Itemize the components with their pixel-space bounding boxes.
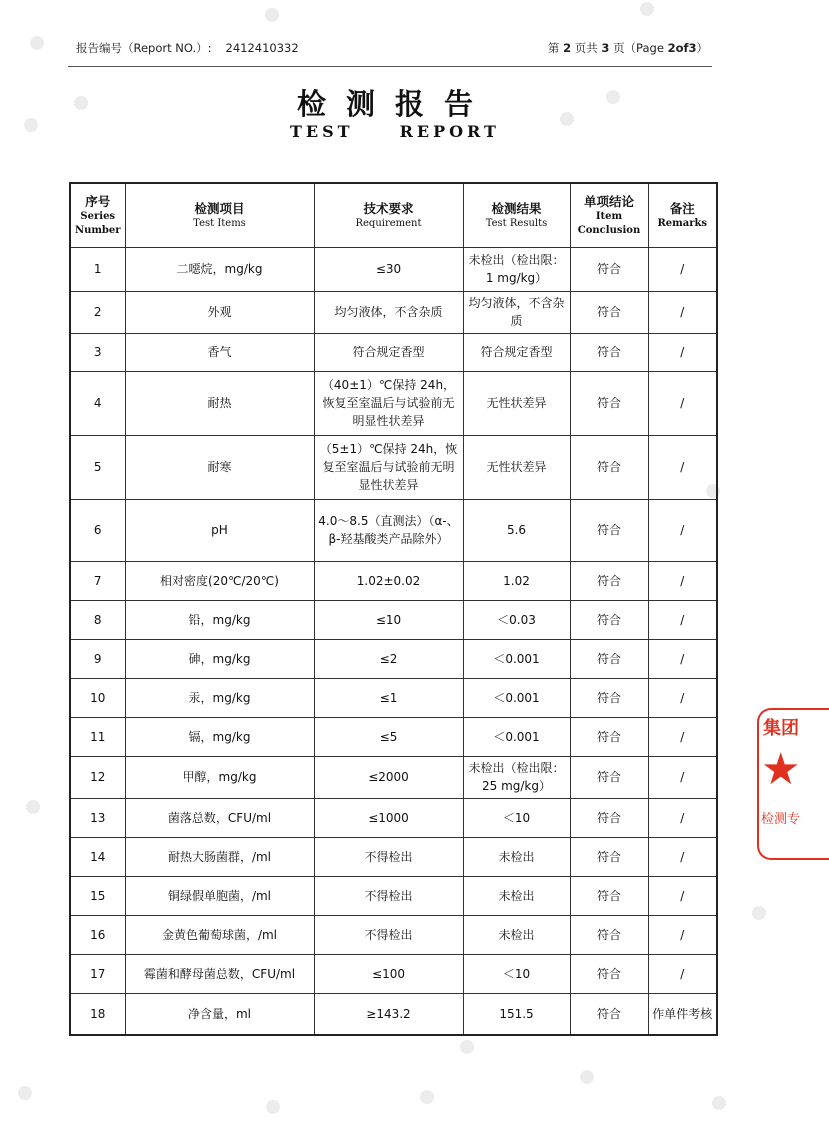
header-number-en1: Series [80,210,116,222]
cell-number: 1 [70,247,125,291]
header-items-cn: 检测项目 [194,200,245,216]
header-number-cn: 序号 [85,193,111,209]
page-suffix: 页（Page [613,41,664,55]
table-row [70,499,717,561]
cell-test-item: 镉，mg/kg [125,717,314,756]
cell-remark: / [648,291,717,333]
header-req-cn: 技术要求 [363,200,414,216]
cell-result: 未检出（检出限：25 mg/kg） [463,756,570,798]
table-row [70,247,717,291]
cell-result: 符合规定香型 [463,333,570,371]
page-en-current: 2 [667,41,676,55]
cell-test-item: 铅，mg/kg [125,600,314,639]
seal-text-bottom: 检测专 [761,812,801,827]
cell-number: 6 [70,499,125,561]
cell-requirement: ≤1000 [314,798,463,837]
cell-test-item: 霉菌和酵母菌总数，CFU/ml [125,954,314,993]
cell-requirement: ≤30 [314,247,463,291]
cell-conclusion: 符合 [570,678,648,717]
page-total: 3 [601,41,610,55]
page-prefix: 第 [547,41,560,55]
header-result-cn: 检测结果 [491,200,542,216]
cell-remark: / [648,717,717,756]
report-title-en [0,122,790,141]
table-body [70,247,717,1035]
cell-conclusion: 符合 [570,798,648,837]
header-req-en: Requirement [355,217,422,229]
cell-number: 3 [70,333,125,371]
cell-test-item: 汞，mg/kg [125,678,314,717]
page-en-of: of [675,41,689,55]
cell-requirement: ≤1 [314,678,463,717]
cell-requirement: （40±1）℃保持 24h，恢复至室温后与试验前无明显性状差异 [314,371,463,435]
cell-result: ＜10 [463,954,570,993]
header-items-en: Test Items [193,217,246,229]
table-row [70,837,717,876]
cell-result: ＜0.001 [463,717,570,756]
header-requirement [314,183,463,247]
cell-number: 18 [70,993,125,1035]
cell-conclusion: 符合 [570,756,648,798]
cell-requirement: 不得检出 [314,837,463,876]
cell-number: 4 [70,371,125,435]
cell-test-item: 铜绿假单胞菌，/ml [125,876,314,915]
cell-test-item: 香气 [125,333,314,371]
cell-test-item: 净含量，ml [125,993,314,1035]
cell-conclusion: 符合 [570,717,648,756]
cell-remark: / [648,600,717,639]
table-row [70,717,717,756]
cell-requirement: 不得检出 [314,876,463,915]
table-row [70,915,717,954]
cell-conclusion: 符合 [570,499,648,561]
cell-requirement: （5±1）℃保持 24h，恢复至室温后与试验前无明显性状差异 [314,435,463,499]
header-result-en: Test Results [485,217,548,229]
cell-number: 16 [70,915,125,954]
header-test-items [125,183,314,247]
cell-result: 无性状差异 [463,435,570,499]
cell-test-item: 相对密度(20℃/20℃) [125,561,314,600]
title-en-report: REPORT [399,122,500,141]
cell-requirement: 4.0～8.5（直测法）（α-、β-羟基酸类产品除外） [314,499,463,561]
table-row [70,435,717,499]
table-row [70,993,717,1035]
cell-remark: / [648,435,717,499]
cell-number: 8 [70,600,125,639]
page-indicator [548,40,708,56]
page-current: 2 [563,41,572,55]
cell-result: 未检出 [463,837,570,876]
report-no-value: 2412410332 [225,41,299,55]
cell-requirement: ≤2000 [314,756,463,798]
cell-test-item: 菌落总数，CFU/ml [125,798,314,837]
header-number-en2: Number [74,224,121,236]
page-mid: 页共 [574,41,598,55]
table-row [70,756,717,798]
table-row [70,678,717,717]
cell-number: 15 [70,876,125,915]
cell-remark: / [648,247,717,291]
page-en-total: 3 [688,41,697,55]
cell-test-item: 甲醇，mg/kg [125,756,314,798]
cell-result: ＜0.001 [463,678,570,717]
table-row [70,798,717,837]
cell-requirement: 1.02±0.02 [314,561,463,600]
cell-number: 14 [70,837,125,876]
cell-number: 2 [70,291,125,333]
header-conc-en1: Item [595,210,623,222]
cell-conclusion: 符合 [570,247,648,291]
cell-remark: / [648,678,717,717]
cell-remark: / [648,333,717,371]
report-no-label: 报告编号（Report NO.）: [76,41,212,55]
seal-text-top: 集团 [763,718,799,739]
title-en-test: TEST [290,122,354,141]
table-row [70,333,717,371]
header-conclusion [570,183,648,247]
cell-requirement: ≤2 [314,639,463,678]
cell-number: 11 [70,717,125,756]
cell-remark: / [648,756,717,798]
cell-conclusion: 符合 [570,435,648,499]
cell-requirement: 均匀液体，不含杂质 [314,291,463,333]
header-rule [68,66,712,67]
cell-requirement: ≥143.2 [314,993,463,1035]
cell-number: 9 [70,639,125,678]
cell-result: 151.5 [463,993,570,1035]
cell-result: ＜0.001 [463,639,570,678]
cell-conclusion: 符合 [570,915,648,954]
cell-test-item: 外观 [125,291,314,333]
cell-number: 17 [70,954,125,993]
cell-remark: / [648,915,717,954]
cell-test-item: 二噁烷，mg/kg [125,247,314,291]
cell-result: ＜0.03 [463,600,570,639]
cell-conclusion: 符合 [570,333,648,371]
table-header-row [70,183,717,247]
cell-result: 未检出 [463,876,570,915]
company-seal [757,708,829,860]
cell-requirement: 符合规定香型 [314,333,463,371]
header-number [70,183,125,247]
star-icon: ★ [761,744,801,795]
table-row [70,639,717,678]
cell-remark: 作单件考核 [648,993,717,1035]
cell-number: 10 [70,678,125,717]
cell-remark: / [648,561,717,600]
cell-conclusion: 符合 [570,876,648,915]
report-number [76,40,299,56]
cell-conclusion: 符合 [570,561,648,600]
cell-test-item: 耐热大肠菌群，/ml [125,837,314,876]
header-test-results [463,183,570,247]
cell-result: 未检出（检出限：1 mg/kg） [463,247,570,291]
cell-conclusion: 符合 [570,291,648,333]
header-remark-en: Remarks [657,217,708,229]
cell-result: 未检出 [463,915,570,954]
cell-number: 12 [70,756,125,798]
cell-requirement: 不得检出 [314,915,463,954]
cell-number: 13 [70,798,125,837]
cell-test-item: pH [125,499,314,561]
cell-test-item: 金黄色葡萄球菌，/ml [125,915,314,954]
cell-remark: / [648,371,717,435]
report-header [70,36,712,58]
cell-number: 7 [70,561,125,600]
cell-remark: / [648,499,717,561]
table-row [70,876,717,915]
header-conc-cn: 单项结论 [583,193,634,209]
cell-result: 5.6 [463,499,570,561]
cell-conclusion: 符合 [570,371,648,435]
cell-conclusion: 符合 [570,954,648,993]
cell-remark: / [648,639,717,678]
table-row [70,600,717,639]
report-title-cn: 检测报告 [296,87,493,121]
cell-result: ＜10 [463,798,570,837]
test-results-table [69,182,718,1036]
cell-conclusion: 符合 [570,639,648,678]
cell-conclusion: 符合 [570,993,648,1035]
header-remark-cn: 备注 [669,200,695,216]
cell-remark: / [648,876,717,915]
cell-test-item: 砷，mg/kg [125,639,314,678]
cell-requirement: ≤100 [314,954,463,993]
table-row [70,561,717,600]
cell-result: 无性状差异 [463,371,570,435]
header-conc-en2: Conclusion [577,224,641,236]
cell-test-item: 耐寒 [125,435,314,499]
header-remarks [648,183,717,247]
cell-test-item: 耐热 [125,371,314,435]
cell-remark: / [648,837,717,876]
cell-conclusion: 符合 [570,837,648,876]
cell-requirement: ≤10 [314,600,463,639]
cell-remark: / [648,798,717,837]
cell-result: 1.02 [463,561,570,600]
table-row [70,954,717,993]
page-close: ） [696,41,708,55]
cell-requirement: ≤5 [314,717,463,756]
cell-remark: / [648,954,717,993]
cell-conclusion: 符合 [570,600,648,639]
cell-number: 5 [70,435,125,499]
table-row [70,291,717,333]
cell-result: 均匀液体，不含杂质 [463,291,570,333]
table-row [70,371,717,435]
